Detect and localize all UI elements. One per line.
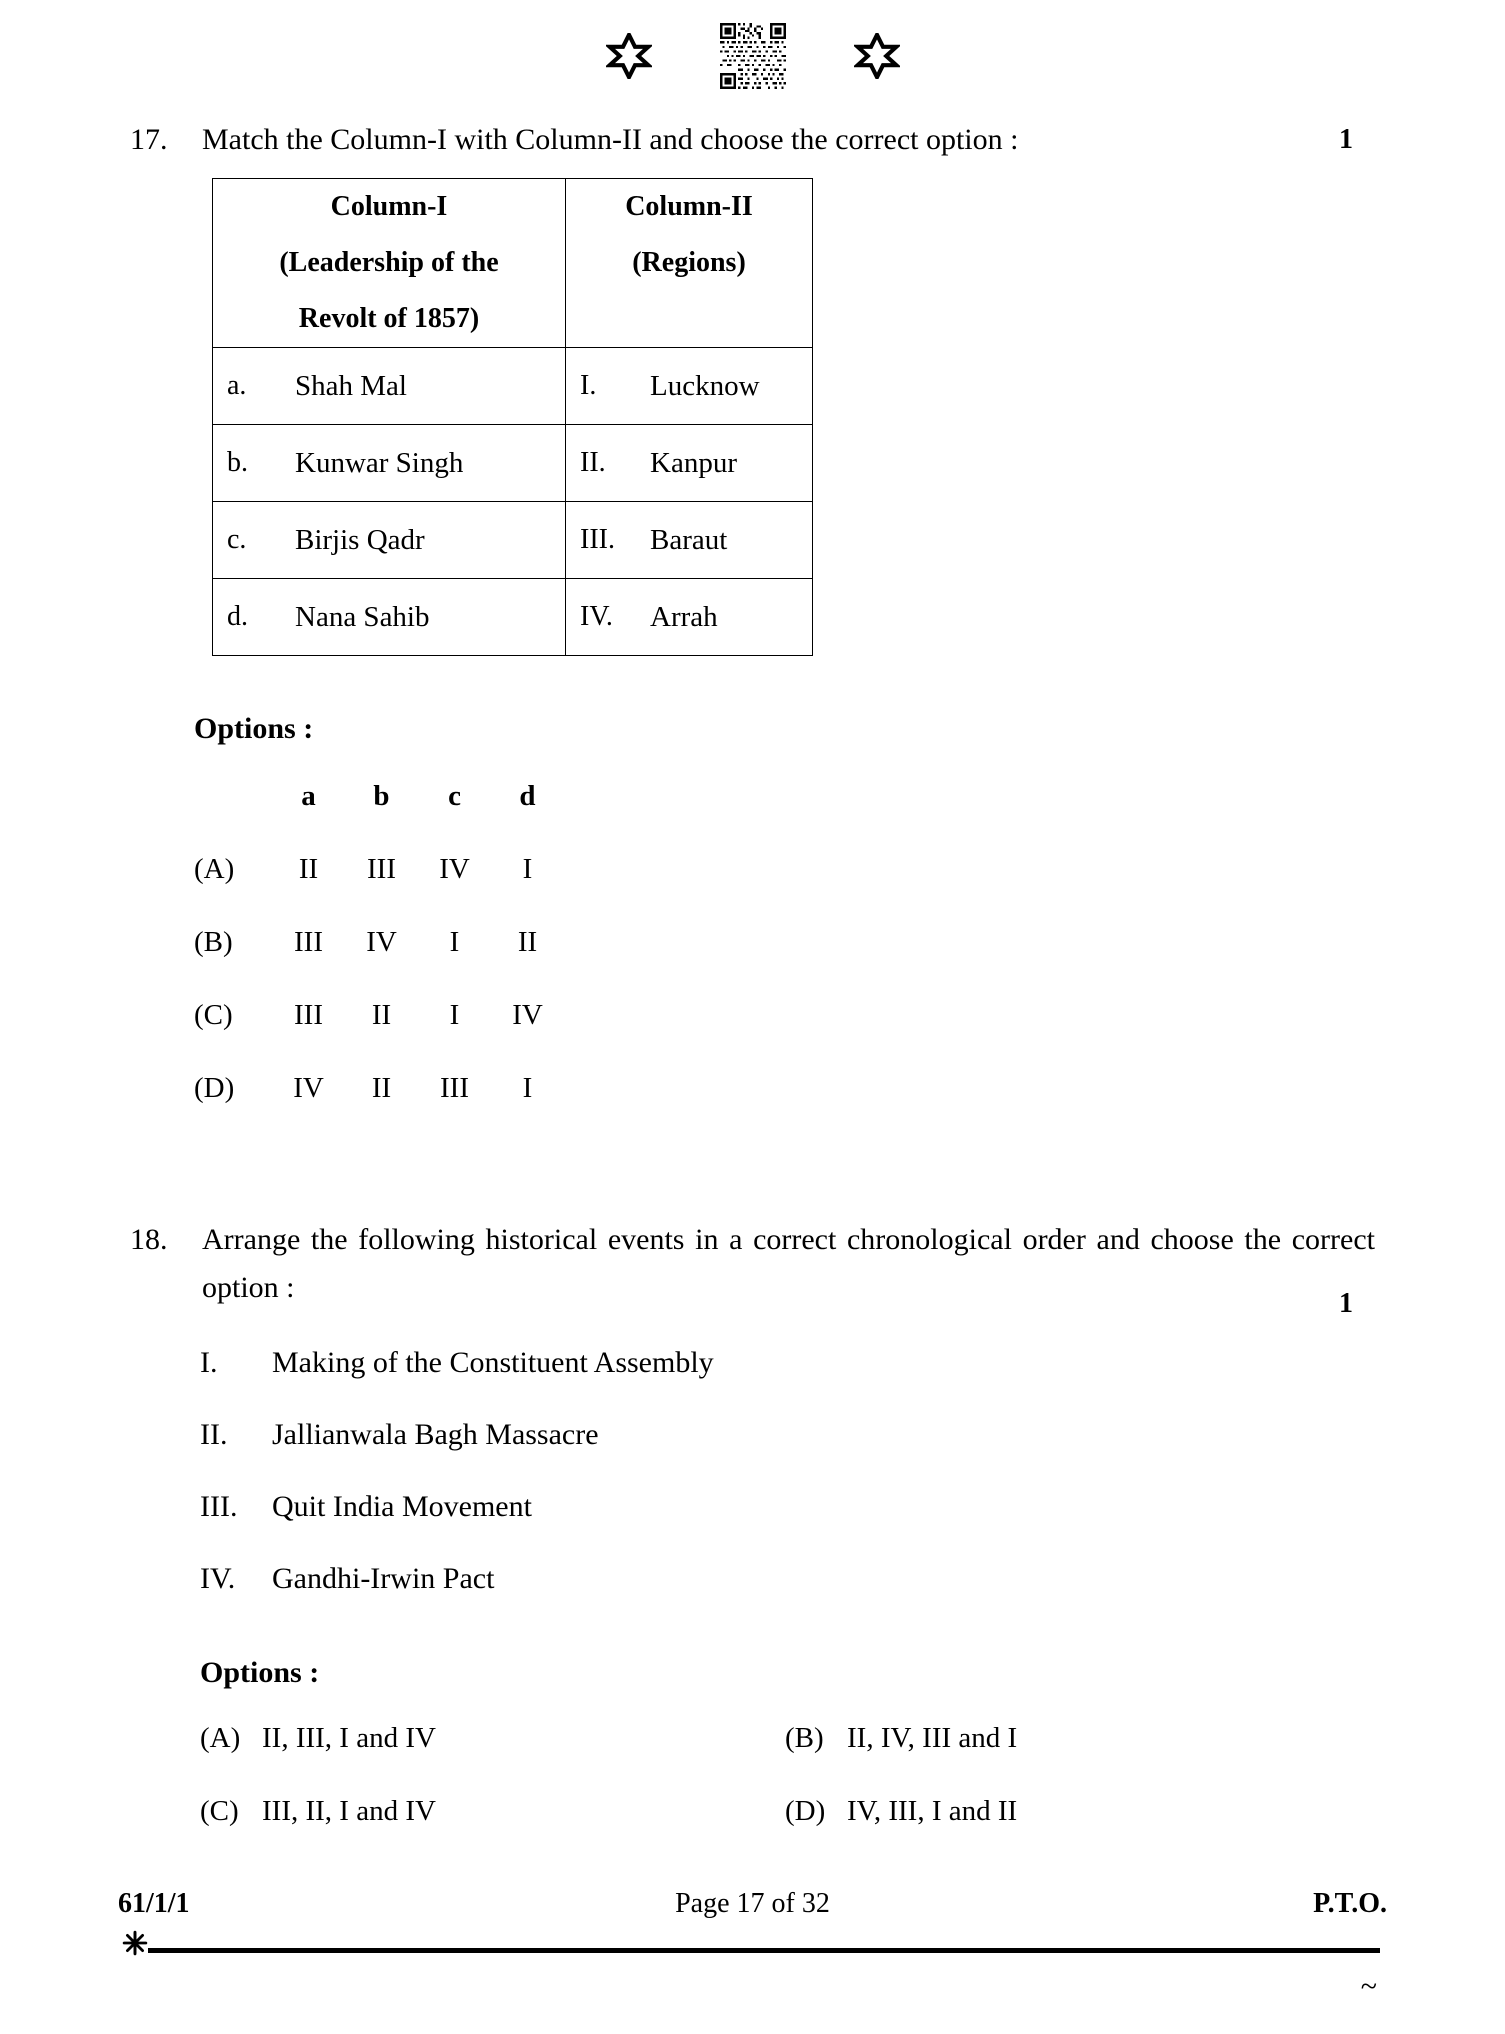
row-a-key: a. bbox=[227, 370, 247, 401]
column-i-header bbox=[213, 179, 566, 348]
paper-code: 61/1/1 bbox=[118, 1888, 190, 1919]
match-columns-table bbox=[212, 178, 813, 656]
row-i-right bbox=[566, 348, 813, 425]
event-4-numeral: IV. bbox=[200, 1562, 236, 1595]
question-17-option-d[interactable] bbox=[194, 1072, 564, 1145]
option-a-val-a: II bbox=[298, 853, 319, 885]
event-3-text: Quit India Movement bbox=[272, 1490, 532, 1523]
row-iv-value: Arrah bbox=[650, 600, 718, 633]
column-ii-subtitle-spacer bbox=[566, 291, 812, 347]
event-3-numeral: III. bbox=[200, 1490, 238, 1523]
question-17-option-c[interactable] bbox=[194, 999, 564, 1072]
options-row-2 bbox=[200, 1795, 1380, 1868]
qr-code-icon bbox=[720, 23, 786, 89]
column-ii-title: Column-II bbox=[625, 191, 753, 222]
option-c-val-d: IV bbox=[512, 999, 543, 1031]
option-a-tag: (A) bbox=[194, 853, 235, 885]
row-ii-value: Kanpur bbox=[650, 446, 737, 479]
question-18-number: 18. bbox=[130, 1223, 168, 1256]
option-c-tag: (C) bbox=[194, 999, 233, 1031]
option-c-tag: (C) bbox=[200, 1795, 239, 1827]
options-col-d: d bbox=[519, 780, 536, 812]
page-number: Page 17 of 32 bbox=[675, 1888, 830, 1919]
row-d-value: Nana Sahib bbox=[295, 600, 430, 633]
list-item bbox=[200, 1562, 714, 1634]
table-row bbox=[213, 425, 813, 502]
row-c-value: Birjis Qadr bbox=[295, 523, 425, 556]
footer-row bbox=[0, 1888, 1505, 1934]
question-17-marks: 1 bbox=[1339, 124, 1353, 155]
row-a-left bbox=[213, 348, 566, 425]
column-i-title: Column-I bbox=[330, 191, 448, 222]
table-row bbox=[213, 579, 813, 656]
row-d-left bbox=[213, 579, 566, 656]
row-iii-key: III. bbox=[580, 524, 615, 555]
question-18-event-list bbox=[200, 1346, 714, 1634]
option-d-val-b: II bbox=[371, 1072, 392, 1104]
row-c-left bbox=[213, 502, 566, 579]
question-18-prompt: Arrange the following historical events in a correct chronological order and choose the correct option : bbox=[202, 1223, 1375, 1304]
list-item bbox=[200, 1418, 714, 1490]
question-17-option-b[interactable] bbox=[194, 926, 564, 999]
row-c-key: c. bbox=[227, 524, 247, 555]
option-d-val-a: IV bbox=[293, 1072, 324, 1104]
option-b-val-c: I bbox=[449, 926, 460, 958]
options-column-headers bbox=[194, 780, 564, 853]
column-ii-header bbox=[566, 179, 813, 348]
question-18-marks: 1 bbox=[1339, 1288, 1353, 1319]
options-row-1 bbox=[200, 1722, 1380, 1795]
event-1-text: Making of the Constituent Assembly bbox=[272, 1346, 714, 1379]
column-ii-subtitle-line1: (Regions) bbox=[632, 247, 746, 278]
option-c-val-c: I bbox=[449, 999, 460, 1031]
question-17 bbox=[130, 116, 1375, 164]
options-col-b: b bbox=[373, 780, 390, 812]
event-2-text: Jallianwala Bagh Massacre bbox=[272, 1418, 599, 1451]
event-4-text: Gandhi-Irwin Pact bbox=[272, 1562, 495, 1595]
row-d-key: d. bbox=[227, 601, 248, 632]
option-b-val-b: IV bbox=[366, 926, 397, 958]
option-a-val-c: IV bbox=[439, 853, 470, 885]
question-18-heading bbox=[130, 1216, 1375, 1312]
option-b-val-d: II bbox=[517, 926, 538, 958]
question-18-options-label: Options : bbox=[200, 1656, 320, 1689]
page-header-marks bbox=[0, 18, 1505, 94]
options-col-c: c bbox=[448, 780, 461, 812]
option-c-val-a: III bbox=[294, 999, 323, 1031]
pto-label: P.T.O. bbox=[1313, 1888, 1387, 1919]
option-b-tag: (B) bbox=[785, 1722, 824, 1754]
option-d-val-d: I bbox=[522, 1072, 533, 1104]
option-d-text: IV, III, I and II bbox=[847, 1795, 1018, 1827]
six-pointed-star-icon-right bbox=[854, 33, 900, 79]
row-ii-key: II. bbox=[580, 447, 606, 478]
question-17-options-grid bbox=[194, 780, 564, 1145]
event-2-numeral: II. bbox=[200, 1418, 228, 1451]
question-17-prompt: Match the Column-I with Column-II and choose the correct option : bbox=[202, 123, 1019, 156]
option-b-val-a: III bbox=[294, 926, 323, 958]
option-d-val-c: III bbox=[440, 1072, 469, 1104]
question-17-options-label: Options : bbox=[194, 712, 314, 745]
row-ii-right bbox=[566, 425, 813, 502]
option-c-text: III, II, I and IV bbox=[262, 1795, 436, 1827]
row-i-key: I. bbox=[580, 370, 597, 401]
row-iv-right bbox=[566, 579, 813, 656]
page-footer bbox=[0, 1888, 1505, 1934]
question-18-option-b[interactable] bbox=[785, 1722, 1380, 1755]
question-17-number: 17. bbox=[130, 123, 168, 156]
question-18 bbox=[130, 1216, 1375, 1319]
tilde-mark: ~ bbox=[1360, 1970, 1377, 2003]
option-c-val-b: II bbox=[371, 999, 392, 1031]
option-d-tag: (D) bbox=[194, 1072, 235, 1104]
option-a-tag: (A) bbox=[200, 1722, 241, 1754]
row-i-value: Lucknow bbox=[650, 369, 760, 402]
table-row bbox=[213, 348, 813, 425]
six-pointed-star-icon-left bbox=[606, 33, 652, 79]
row-b-left bbox=[213, 425, 566, 502]
question-18-options bbox=[200, 1722, 1380, 1868]
option-d-tag: (D) bbox=[785, 1795, 826, 1827]
table-header-row bbox=[213, 179, 813, 348]
option-a-val-b: III bbox=[367, 853, 396, 885]
option-b-text: II, IV, III and I bbox=[847, 1722, 1018, 1754]
options-col-a: a bbox=[301, 780, 316, 812]
question-18-option-c[interactable] bbox=[200, 1795, 785, 1828]
option-b-tag: (B) bbox=[194, 926, 233, 958]
row-a-value: Shah Mal bbox=[295, 369, 407, 402]
list-item bbox=[200, 1490, 714, 1562]
footer-divider bbox=[148, 1948, 1380, 1953]
event-1-numeral: I. bbox=[200, 1346, 218, 1379]
option-a-val-d: I bbox=[522, 853, 533, 885]
row-iv-key: IV. bbox=[580, 601, 613, 632]
question-18-option-d[interactable] bbox=[785, 1795, 1380, 1828]
table-row bbox=[213, 502, 813, 579]
row-b-value: Kunwar Singh bbox=[295, 446, 464, 479]
column-i-subtitle-line1: (Leadership of the bbox=[279, 247, 499, 278]
question-17-option-a[interactable] bbox=[194, 853, 564, 926]
list-item bbox=[200, 1346, 714, 1418]
question-17-heading bbox=[130, 116, 1375, 164]
question-18-option-a[interactable] bbox=[200, 1722, 785, 1755]
column-i-subtitle-line2: Revolt of 1857) bbox=[298, 303, 480, 334]
row-iii-value: Baraut bbox=[650, 523, 728, 556]
option-a-text: II, III, I and IV bbox=[262, 1722, 436, 1754]
row-iii-right bbox=[566, 502, 813, 579]
row-b-key: b. bbox=[227, 447, 248, 478]
